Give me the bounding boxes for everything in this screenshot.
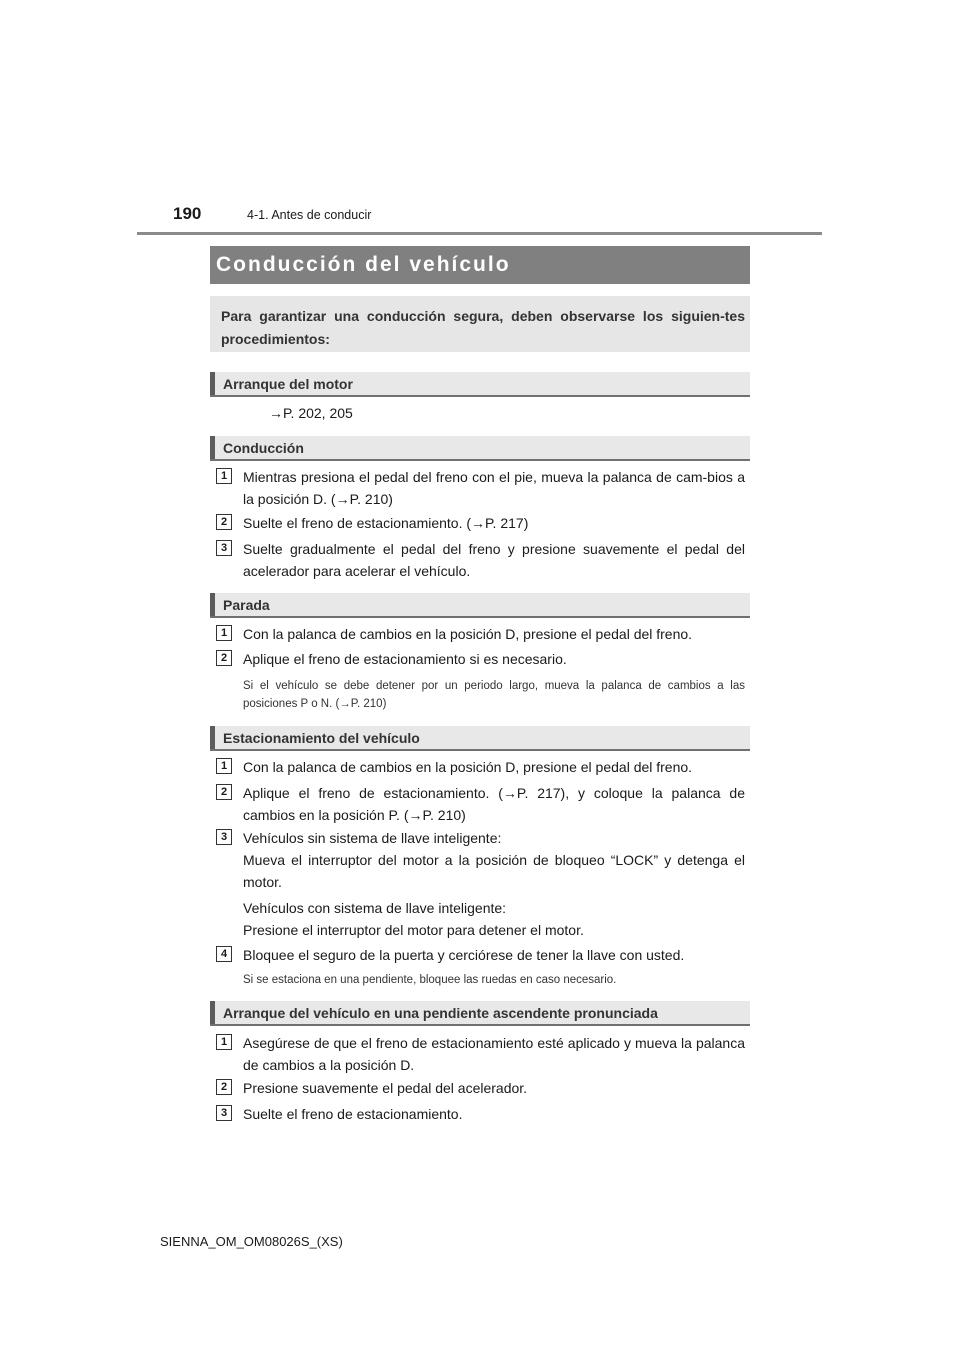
step-text: Presione suavemente el pedal del acelerador.: [243, 1080, 528, 1096]
section-heading-conduccion: [210, 436, 750, 461]
step-text: Con la palanca de cambios en la posición D, presione el pedal del freno.: [243, 626, 693, 642]
step-text: Vehículos sin sistema de llave inteligente:: [243, 830, 502, 846]
step-number-badge: 2: [216, 784, 232, 800]
step-number-badge: 1: [216, 625, 232, 641]
page-number: 190: [173, 204, 202, 223]
section-heading-estacionamiento: [210, 726, 750, 751]
step-text: Bloquee el seguro de la puerta y cerciórese de tener la llave con usted.: [243, 947, 685, 963]
step-number-badge: 1: [216, 1034, 232, 1050]
document-footer-code: SIENNA_OM_OM08026S_(XS): [160, 1234, 343, 1249]
step-number-badge: 1: [216, 468, 232, 484]
section-heading-label: Arranque del motor: [223, 376, 353, 392]
step-text: Con la palanca de cambios en la posición D, presione el pedal del freno.: [243, 759, 693, 775]
step-number-badge: 3: [216, 1105, 232, 1121]
note-text: Si se estaciona en una pendiente, bloquee las ruedas en caso necesario.: [243, 974, 617, 986]
step-number-badge: 2: [216, 514, 232, 530]
header-divider: [137, 232, 822, 235]
step-text: Vehículos con sistema de llave inteligente:: [243, 900, 507, 916]
step-text: Asegúrese de que el freno de estacionamiento esté aplicado y mueva la palanca de cambios a la posición D.: [243, 1035, 745, 1073]
step-number-badge: 2: [216, 1079, 232, 1095]
step-text: Mientras presiona el pedal del freno con el pie, mueva la palanca de cam-bios a la posición D. (→P. 210): [243, 469, 745, 507]
section-heading-label: Arranque del vehículo en una pendiente ascendente pronunciada: [223, 1005, 658, 1021]
section-heading-arranque-pendiente: [210, 1001, 750, 1026]
section-heading-label: Conducción: [223, 440, 304, 456]
section-reference: 4-1. Antes de conducir: [247, 208, 372, 222]
step-number-badge: 4: [216, 946, 232, 962]
page-reference: →P. 202, 205: [269, 405, 353, 421]
intro-text: Para garantizar una conducción segura, deben observarse los siguien-tes procedimientos:: [221, 308, 745, 347]
step-text: Suelte gradualmente el pedal del freno y presione suavemente el pedal del acelerador para acelerar el vehículo.: [243, 541, 745, 579]
step-text: Suelte el freno de estacionamiento. (→P. 217): [243, 515, 529, 531]
note-text: Si el vehículo se debe detener por un periodo largo, mueva la palanca de cambios a las posiciones P o N. (→P. 210): [243, 680, 745, 710]
step-number-badge: 1: [216, 758, 232, 774]
section-heading-parada: [210, 593, 750, 618]
step-text: Presione el interruptor del motor para detener el motor.: [243, 922, 584, 938]
section-heading-arranque-motor: [210, 372, 750, 397]
step-text: Suelte el freno de estacionamiento.: [243, 1106, 463, 1122]
step-number-badge: 3: [216, 540, 232, 556]
step-text: Mueva el interruptor del motor a la posición de bloqueo “LOCK” y detenga el motor.: [243, 852, 745, 890]
step-number-badge: 3: [216, 829, 232, 845]
section-heading-label: Estacionamiento del vehículo: [223, 730, 420, 746]
step-text: Aplique el freno de estacionamiento. (→P. 217), y coloque la palanca de cambios en la posición P. (→P. 210): [243, 785, 745, 823]
page-title: Conducción del vehículo: [216, 253, 511, 276]
step-text: Aplique el freno de estacionamiento si es necesario.: [243, 651, 567, 667]
section-heading-label: Parada: [223, 597, 270, 613]
step-number-badge: 2: [216, 650, 232, 666]
